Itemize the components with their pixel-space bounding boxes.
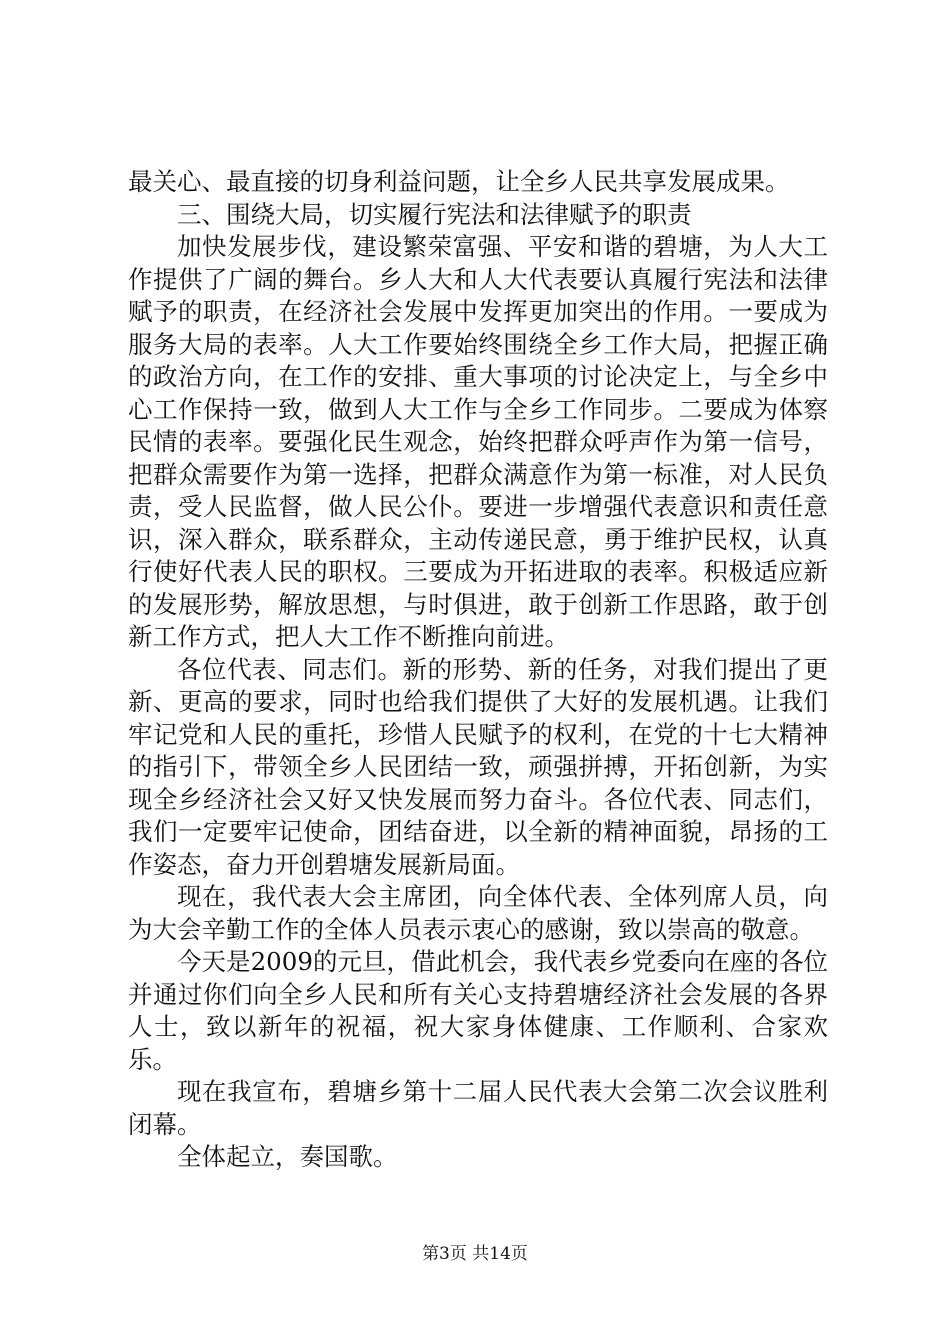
paragraph: 今天是2009的元旦，借此机会，我代表乡党委向在座的各位并通过你们向全乡人民和所有关心支持碧塘经济社会发展的各界人士，致以新年的祝福，祝大家身体健康、工作顺利、合家欢乐。 xyxy=(128,947,828,1074)
paragraph: 全体起立，奏国歌。 xyxy=(177,1142,398,1171)
paragraph: 现在，我代表大会主席团，向全体代表、全体列席人员，向为大会辛勤工作的全体人员表示衷心的感谢，致以崇高的敬意。 xyxy=(128,882,828,944)
paragraph: 加快发展步伐，建设繁荣富强、平安和谐的碧塘，为人大工作提供了广阔的舞台。乡人大和人大代表要认真履行宪法和法律赋予的职责，在经济社会发展中发挥更加突出的作用。一要成为服务大局的表率。人大工作要始终围绕全乡工作大局，把握正确的政治方向，在工作的安排、重大事项的讨论决定上，与全乡中心工作保持一致，做到人大工作与全乡工作同步。二要成为体察民情的表率。要强化民生观念，始终把群众呼声作为第一信号，把群众需要作为第一选择，把群众满意作为第一标准，对人民负责，受人民监督，做人民公仆。要进一步增强代表意识和责任意识，深入群众，联系群众，主动传递民意，勇于维护民权，认真行使好代表人民的职权。三要成为开拓进取的表率。积极适应新的发展形势，解放思想，与时俱进，敢于创新工作思路，敢于创新工作方式，把人大工作不断推向前进。 xyxy=(128,232,828,651)
paragraph-continuation: 最关心、最直接的切身利益问题，让全乡人民共享发展成果。 xyxy=(128,167,790,196)
page-number-footer: 第3页 共14页 xyxy=(422,1244,528,1264)
document-body xyxy=(128,166,828,1174)
section-heading: 三、围绕大局，切实履行宪法和法律赋予的职责 xyxy=(177,199,692,229)
paragraph: 各位代表、同志们。新的形势、新的任务，对我们提出了更新、更高的要求，同时也给我们提供了大好的发展机遇。让我们牢记党和人民的重托，珍惜人民赋予的权利，在党的十七大精神的指引下，带领全乡人民团结一致，顽强拼搏，开拓创新，为实现全乡经济社会又好又快发展而努力奋斗。各位代表、同志们，我们一定要牢记使命，团结奋进，以全新的精神面貌，昂扬的工作姿态，奋力开创碧塘发展新局面。 xyxy=(128,654,828,879)
paragraph: 现在我宣布，碧塘乡第十二届人民代表大会第二次会议胜利闭幕。 xyxy=(128,1077,828,1139)
